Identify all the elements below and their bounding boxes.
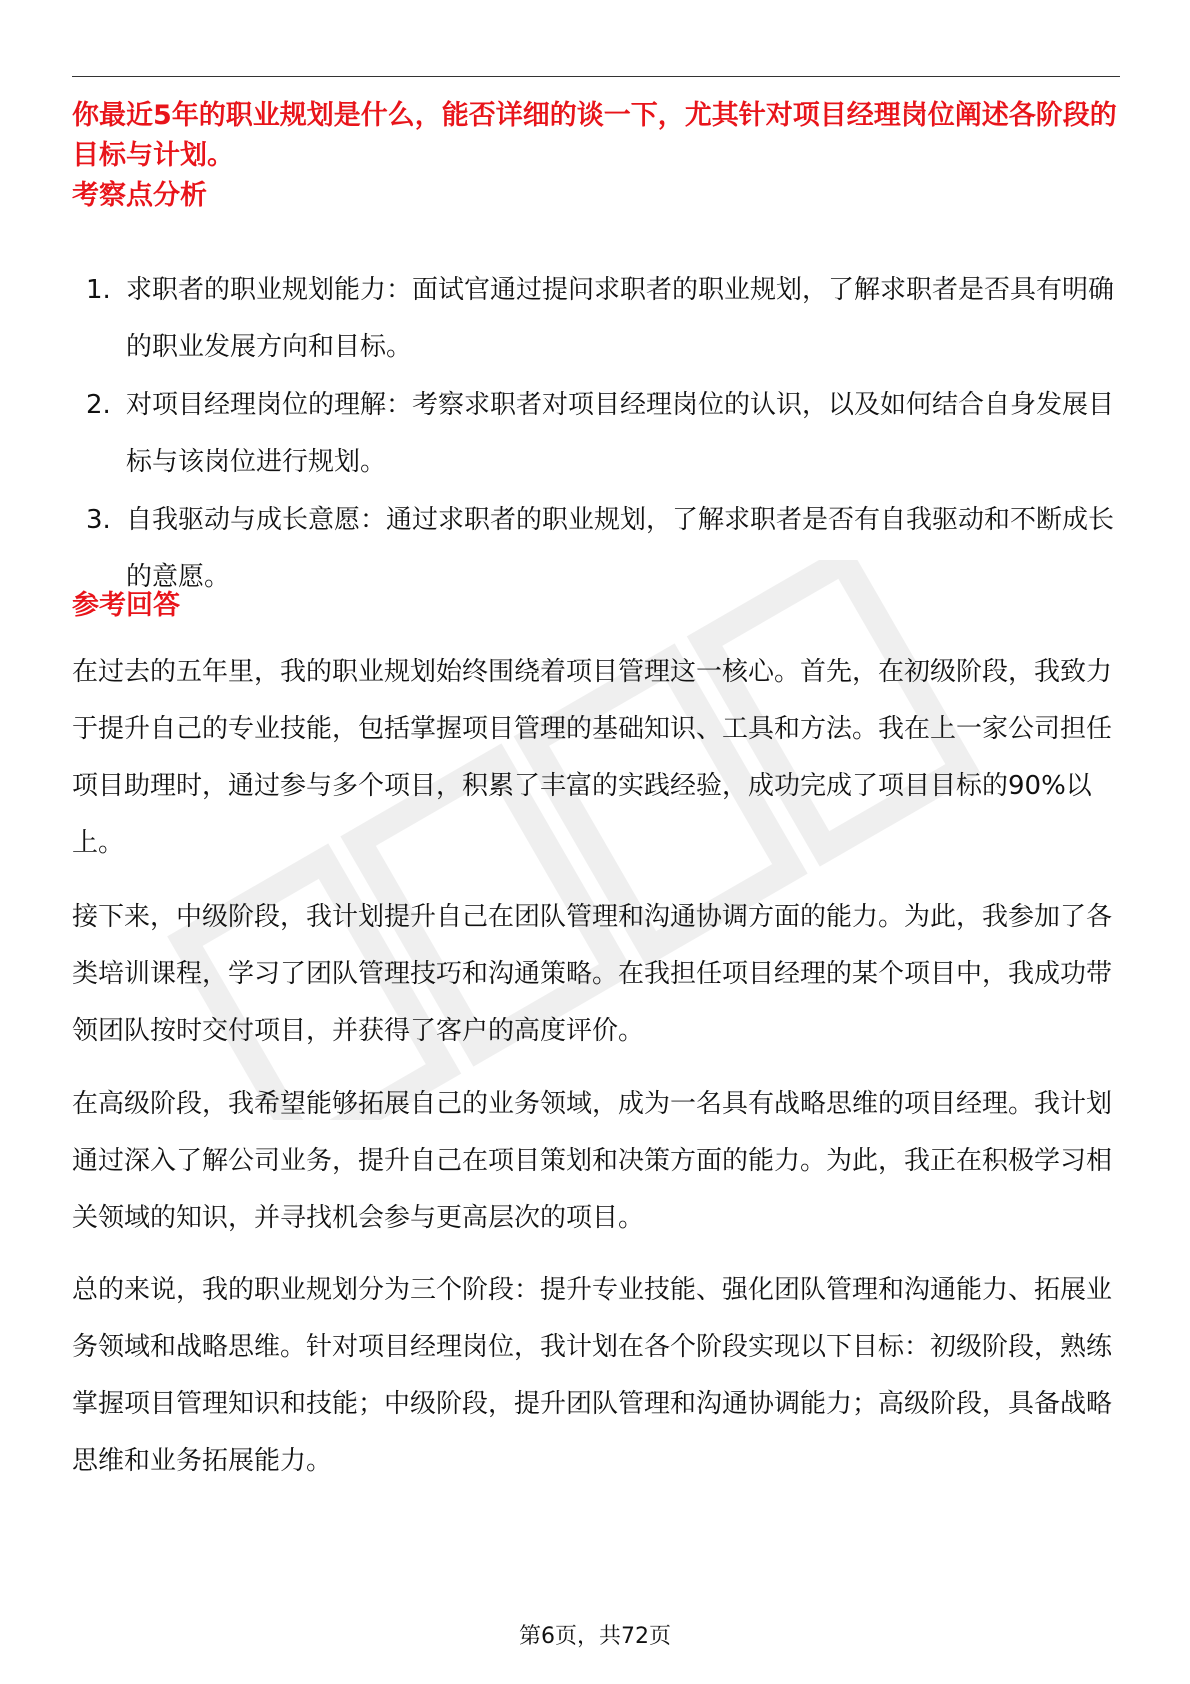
list-item-number: 2. bbox=[86, 390, 111, 420]
answer-paragraph: 在过去的五年里，我的职业规划始终围绕着项目管理这一核心。首先，在初级阶段，我致力于提升自己的专业技能，包括掌握项目管理的基础知识、工具和方法。我在上一家公司担任项目助理时，通过参与多个项目，积累了丰富的实践经验，成功完成了项目目标的90%以上。 bbox=[72, 657, 1113, 858]
page-number: 第6页，共72页 bbox=[519, 1624, 671, 1649]
question-heading: 你最近5年的职业规划是什么，能否详细的谈一下，尤其针对项目经理岗位阐述各阶段的目标与计划。 bbox=[72, 100, 1117, 171]
list-item-text: 求职者的职业规划能力：面试官通过提问求职者的职业规划，了解求职者是否具有明确的职业发展方向和目标。 bbox=[126, 275, 1115, 362]
answer-paragraph: 接下来，中级阶段，我计划提升自己在团队管理和沟通协调方面的能力。为此，我参加了各类培训课程，学习了团队管理技巧和沟通策略。在我担任项目经理的某个项目中，我成功带领团队按时交付项目，并获得了客户的高度评价。 bbox=[72, 902, 1113, 1046]
list-item-text: 自我驱动与成长意愿：通过求职者的职业规划，了解求职者是否有自我驱动和不断成长的意愿。 bbox=[126, 505, 1115, 592]
analysis-list bbox=[72, 262, 1132, 607]
list-item-number: 3. bbox=[86, 505, 111, 535]
list-item-text: 对项目经理岗位的理解：考察求职者对项目经理岗位的认识，以及如何结合自身发展目标与该岗位进行规划。 bbox=[126, 390, 1115, 477]
list-item bbox=[72, 262, 1132, 376]
list-item bbox=[72, 492, 1132, 606]
top-divider bbox=[72, 76, 1120, 77]
answer-paragraph: 总的来说，我的职业规划分为三个阶段：提升专业技能、强化团队管理和沟通能力、拓展业务领域和战略思维。针对项目经理岗位，我计划在各个阶段实现以下目标：初级阶段，熟练掌握项目管理知识和技能；中级阶段，提升团队管理和沟通协调能力；高级阶段，具备战略思维和业务拓展能力。 bbox=[72, 1275, 1113, 1476]
answer-section-title: 参考回答 bbox=[72, 590, 180, 621]
list-item bbox=[72, 377, 1132, 491]
answer-paragraph: 在高级阶段，我希望能够拓展自己的业务领域，成为一名具有战略思维的项目经理。我计划通过深入了解公司业务，提升自己在项目策划和决策方面的能力。为此，我正在积极学习相关领域的知识，并寻找机会参与更高层次的项目。 bbox=[72, 1089, 1113, 1233]
list-item-number: 1. bbox=[86, 275, 111, 305]
analysis-section-title: 考察点分析 bbox=[72, 180, 207, 211]
